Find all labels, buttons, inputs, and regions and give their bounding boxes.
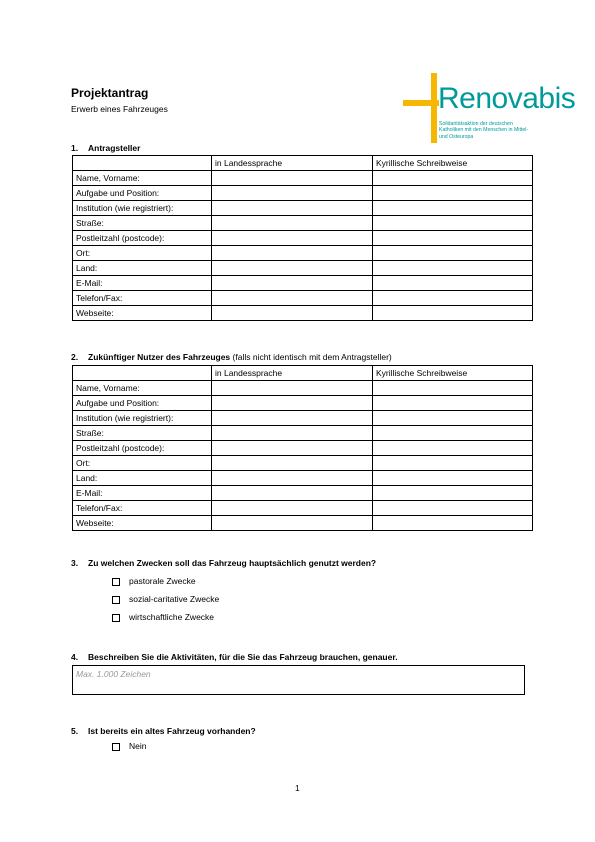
- table-header-row: [73, 366, 533, 381]
- cyrillic-input-cell[interactable]: [373, 411, 533, 426]
- cyrillic-input-cell[interactable]: [373, 171, 533, 186]
- checkbox[interactable]: [112, 578, 120, 586]
- cyrillic-input-cell[interactable]: [373, 456, 533, 471]
- header-cell: in Landessprache: [212, 366, 373, 381]
- section-2-heading: [71, 352, 392, 362]
- row-label: Name, Vorname:: [73, 171, 212, 186]
- logo-wordmark: Renovabis: [438, 82, 576, 115]
- row-label: Land:: [73, 261, 212, 276]
- native-input-cell[interactable]: [212, 306, 373, 321]
- table-row: [73, 486, 533, 501]
- native-input-cell[interactable]: [212, 486, 373, 501]
- header-cell: Kyrillische Schreibweise: [373, 366, 533, 381]
- textarea-placeholder: Max. 1.000 Zeichen: [76, 669, 151, 679]
- row-label: Ort:: [73, 456, 212, 471]
- native-input-cell[interactable]: [212, 441, 373, 456]
- native-input-cell[interactable]: [212, 516, 373, 531]
- native-input-cell[interactable]: [212, 231, 373, 246]
- page-subtitle: Erwerb eines Fahrzeuges: [71, 104, 168, 114]
- cyrillic-input-cell[interactable]: [373, 216, 533, 231]
- native-input-cell[interactable]: [212, 171, 373, 186]
- table-row: [73, 411, 533, 426]
- row-label: Ort:: [73, 246, 212, 261]
- renovabis-logo: [403, 73, 576, 143]
- checkbox[interactable]: [112, 743, 120, 751]
- option-social[interactable]: [112, 594, 219, 604]
- page-number: 1: [295, 783, 300, 793]
- section-5-heading: [71, 726, 256, 736]
- cyrillic-input-cell[interactable]: [373, 516, 533, 531]
- cyrillic-input-cell[interactable]: [373, 501, 533, 516]
- row-label: Institution (wie registriert):: [73, 201, 212, 216]
- table-row: [73, 501, 533, 516]
- table-row: [73, 426, 533, 441]
- table-row: [73, 516, 533, 531]
- row-label: Webseite:: [73, 306, 212, 321]
- row-label: Postleitzahl (postcode):: [73, 231, 212, 246]
- vehicle-user-table: [72, 365, 533, 531]
- row-label: Aufgabe und Position:: [73, 186, 212, 201]
- section-2-number: 2.: [71, 352, 79, 362]
- option-label: wirtschaftliche Zwecke: [129, 612, 215, 622]
- cyrillic-input-cell[interactable]: [373, 426, 533, 441]
- table-row: [73, 276, 533, 291]
- section-2-title: Zukünftiger Nutzer des Fahrzeuges: [88, 352, 231, 362]
- cyrillic-input-cell[interactable]: [373, 471, 533, 486]
- applicant-table: [72, 155, 533, 321]
- native-input-cell[interactable]: [212, 261, 373, 276]
- logo-cross-horizontal: [403, 100, 439, 106]
- row-label: Straße:: [73, 426, 212, 441]
- row-label: Straße:: [73, 216, 212, 231]
- table-row: [73, 381, 533, 396]
- native-input-cell[interactable]: [212, 291, 373, 306]
- section-1-number: 1.: [71, 143, 79, 153]
- cyrillic-input-cell[interactable]: [373, 396, 533, 411]
- checkbox[interactable]: [112, 596, 120, 604]
- cyrillic-input-cell[interactable]: [373, 231, 533, 246]
- checkbox[interactable]: [112, 614, 120, 622]
- header-cell: in Landessprache: [212, 156, 373, 171]
- native-input-cell[interactable]: [212, 501, 373, 516]
- row-label: Telefon/Fax:: [73, 291, 212, 306]
- native-input-cell[interactable]: [212, 471, 373, 486]
- section-1-title: Antragsteller: [88, 143, 141, 153]
- logo-cross-vertical: [431, 73, 437, 143]
- section-4-heading: [71, 652, 398, 662]
- cyrillic-input-cell[interactable]: [373, 276, 533, 291]
- native-input-cell[interactable]: [212, 186, 373, 201]
- row-label: Postleitzahl (postcode):: [73, 441, 212, 456]
- header-cell: [73, 366, 212, 381]
- table-row: [73, 441, 533, 456]
- section-4-number: 4.: [71, 652, 79, 662]
- cyrillic-input-cell[interactable]: [373, 201, 533, 216]
- row-label: Webseite:: [73, 516, 212, 531]
- cyrillic-input-cell[interactable]: [373, 306, 533, 321]
- section-3-title: Zu welchen Zwecken soll das Fahrzeug hauptsächlich genutzt werden?: [88, 558, 377, 568]
- header-cell: Kyrillische Schreibweise: [373, 156, 533, 171]
- row-label: Institution (wie registriert):: [73, 411, 212, 426]
- section-5-title: Ist bereits ein altes Fahrzeug vorhanden?: [88, 726, 256, 736]
- table-row: [73, 291, 533, 306]
- native-input-cell[interactable]: [212, 456, 373, 471]
- section-3-heading: [71, 558, 376, 568]
- option-label: Nein: [129, 741, 147, 751]
- activities-textarea[interactable]: [72, 665, 525, 695]
- native-input-cell[interactable]: [212, 201, 373, 216]
- row-label: Land:: [73, 471, 212, 486]
- table-row: [73, 261, 533, 276]
- native-input-cell[interactable]: [212, 396, 373, 411]
- row-label: Name, Vorname:: [73, 381, 212, 396]
- option-pastoral[interactable]: [112, 576, 196, 586]
- table-row: [73, 306, 533, 321]
- row-label: E-Mail:: [73, 486, 212, 501]
- section-3-number: 3.: [71, 558, 79, 568]
- table-row: [73, 186, 533, 201]
- table-row: [73, 471, 533, 486]
- option-label: sozial-caritative Zwecke: [129, 594, 220, 604]
- native-input-cell[interactable]: [212, 246, 373, 261]
- cyrillic-input-cell[interactable]: [373, 441, 533, 456]
- option-no[interactable]: [112, 741, 146, 751]
- table-row: [73, 201, 533, 216]
- row-label: Telefon/Fax:: [73, 501, 212, 516]
- native-input-cell[interactable]: [212, 276, 373, 291]
- option-label: pastorale Zwecke: [129, 576, 196, 586]
- option-economic[interactable]: [112, 612, 214, 622]
- logo-tagline: Solidaritätsaktion der deutschen Katholiken mit den Menschen in Mittel- und Osteuropa: [439, 121, 529, 140]
- cyrillic-input-cell[interactable]: [373, 486, 533, 501]
- table-row: [73, 231, 533, 246]
- row-label: E-Mail:: [73, 276, 212, 291]
- section-1-heading: [71, 143, 140, 153]
- table-row: [73, 456, 533, 471]
- table-header-row: [73, 156, 533, 171]
- native-input-cell[interactable]: [212, 381, 373, 396]
- table-row: [73, 396, 533, 411]
- section-2-title-suffix: (falls nicht identisch mit dem Antragsteller): [230, 352, 392, 362]
- cyrillic-input-cell[interactable]: [373, 381, 533, 396]
- cyrillic-input-cell[interactable]: [373, 246, 533, 261]
- table-row: [73, 216, 533, 231]
- cyrillic-input-cell[interactable]: [373, 291, 533, 306]
- page-title: Projektantrag: [71, 86, 149, 100]
- row-label: Aufgabe und Position:: [73, 396, 212, 411]
- section-5-number: 5.: [71, 726, 79, 736]
- cyrillic-input-cell[interactable]: [373, 186, 533, 201]
- section-4-title: Beschreiben Sie die Aktivitäten, für die Sie das Fahrzeug brauchen, genauer.: [88, 652, 398, 662]
- native-input-cell[interactable]: [212, 411, 373, 426]
- table-row: [73, 171, 533, 186]
- native-input-cell[interactable]: [212, 216, 373, 231]
- native-input-cell[interactable]: [212, 426, 373, 441]
- header-cell: [73, 156, 212, 171]
- table-row: [73, 246, 533, 261]
- cyrillic-input-cell[interactable]: [373, 261, 533, 276]
